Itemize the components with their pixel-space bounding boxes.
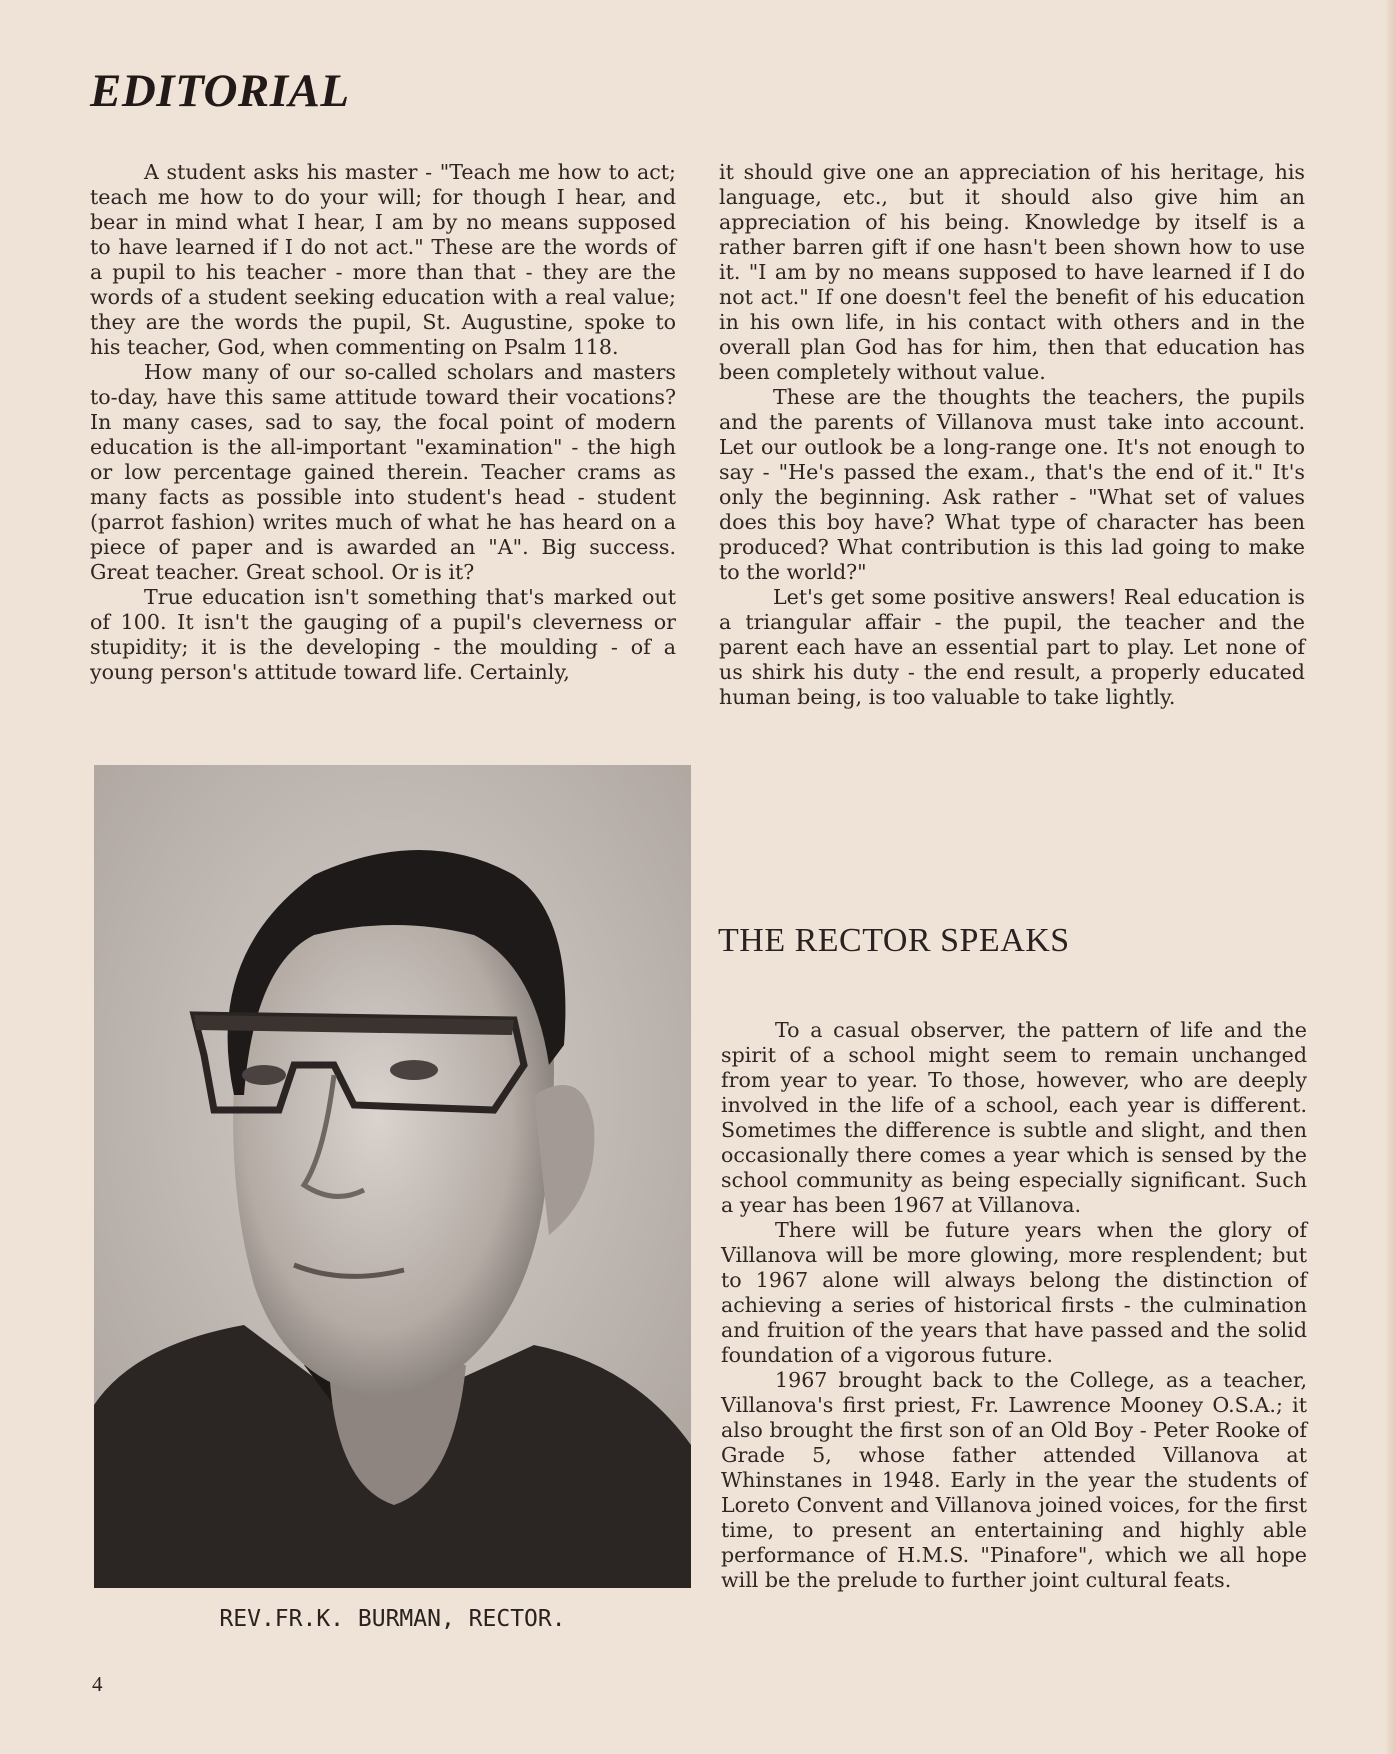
rector-column <box>721 1018 1307 1593</box>
editorial-left-column <box>90 160 676 685</box>
rector-paragraph: 1967 brought back to the College, as a teacher, Villanova's first priest, Fr. Lawrence Mooney O.S.A.; it also brought the first son of an Old Boy - Peter Rooke of Grade 5, whose father attended Villanova at Whinstanes in 1948. Early in the year the students of Loreto Convent and Villanova joined voices, for the first time, to present an entertaining and highly able performance of H.M.S. "Pinafore", which we all hope will be the prelude to further joint cultural feats. <box>721 1368 1307 1592</box>
editorial-paragraph: These are the thoughts the teachers, the pupils and the parents of Villanova must take into account. Let our outlook be a long-range one. It's not enough to say - "He's passed the exam., that's the end of it." It's only the beginning. Ask rather - "What set of values does this boy have? What type of character has been produced? What contribution is this lad going to make to the world?" <box>719 385 1305 584</box>
editorial-paragraph: A student asks his master - "Teach me how to act; teach me how to do your will; for though I hear, and bear in mind what I hear, I am by no means supposed to have learned if I do not act." These are the words of a pupil to his teacher - more than that - they are the words of a student seeking education with a real value; they are the words the pupil, St. Augustine, spoke to his teacher, God, when commenting on Psalm 118. <box>90 160 676 359</box>
page-edge <box>1385 0 1395 1754</box>
page-number: 4 <box>92 1672 103 1696</box>
editorial-heading: EDITORIAL <box>90 65 350 117</box>
editorial-paragraph: it should give one an appreciation of his heritage, his language, etc., but it should also give him an appreciation of his being. Knowledge by itself is a rather barren gift if one hasn't been shown how to use it. "I am by no means supposed to have learned if I do not act." If one doesn't feel the benefit of his education in his own life, in his contact with others and in the overall plan God has for him, then that education has been completely without value. <box>719 160 1305 384</box>
editorial-paragraph: How many of our so-called scholars and masters to-day, have this same attitude toward their vocations? In many cases, sad to say, the focal point of modern education is the all-important "examination" - the high or low percentage gained therein. Teacher crams as many facts as possible into student's head - student (parrot fashion) writes much of what he has heard on a piece of paper and is awarded an "A". Big success. Great teacher. Great school. Or is it? <box>90 360 676 584</box>
rector-heading: THE RECTOR SPEAKS <box>718 922 1070 959</box>
editorial-paragraph: Let's get some positive answers! Real education is a triangular affair - the pupil, the teacher and the parent each have an essential part to play. Let none of us shirk his duty - the end result, a properly educated human being, is too valuable to take lightly. <box>719 585 1305 709</box>
editorial-paragraph: True education isn't something that's marked out of 100. It isn't the gauging of a pupil's cleverness or stupidity; it is the developing - the moulding - of a young person's attitude toward life. Certainly, <box>90 585 676 684</box>
editorial-right-column <box>719 160 1305 710</box>
rector-paragraph: To a casual observer, the pattern of life and the spirit of a school might seem to remain unchanged from year to year. To those, however, who are deeply involved in the life of a school, each year is different. Sometimes the difference is subtle and slight, and then occasionally there comes a year which is sensed by the school community as being especially significant. Such a year has been 1967 at Villanova. <box>721 1018 1307 1217</box>
rector-portrait-photo <box>94 765 691 1588</box>
photo-caption: REV.FR.K. BURMAN, RECTOR. <box>219 1606 566 1632</box>
portrait-illustration <box>94 765 691 1588</box>
rector-paragraph: There will be future years when the glory of Villanova will be more glowing, more resplendent; but to 1967 alone will always belong the distinction of achieving a series of historical firsts - the culmination and fruition of the years that have passed and the solid foundation of a vigorous future. <box>721 1218 1307 1367</box>
